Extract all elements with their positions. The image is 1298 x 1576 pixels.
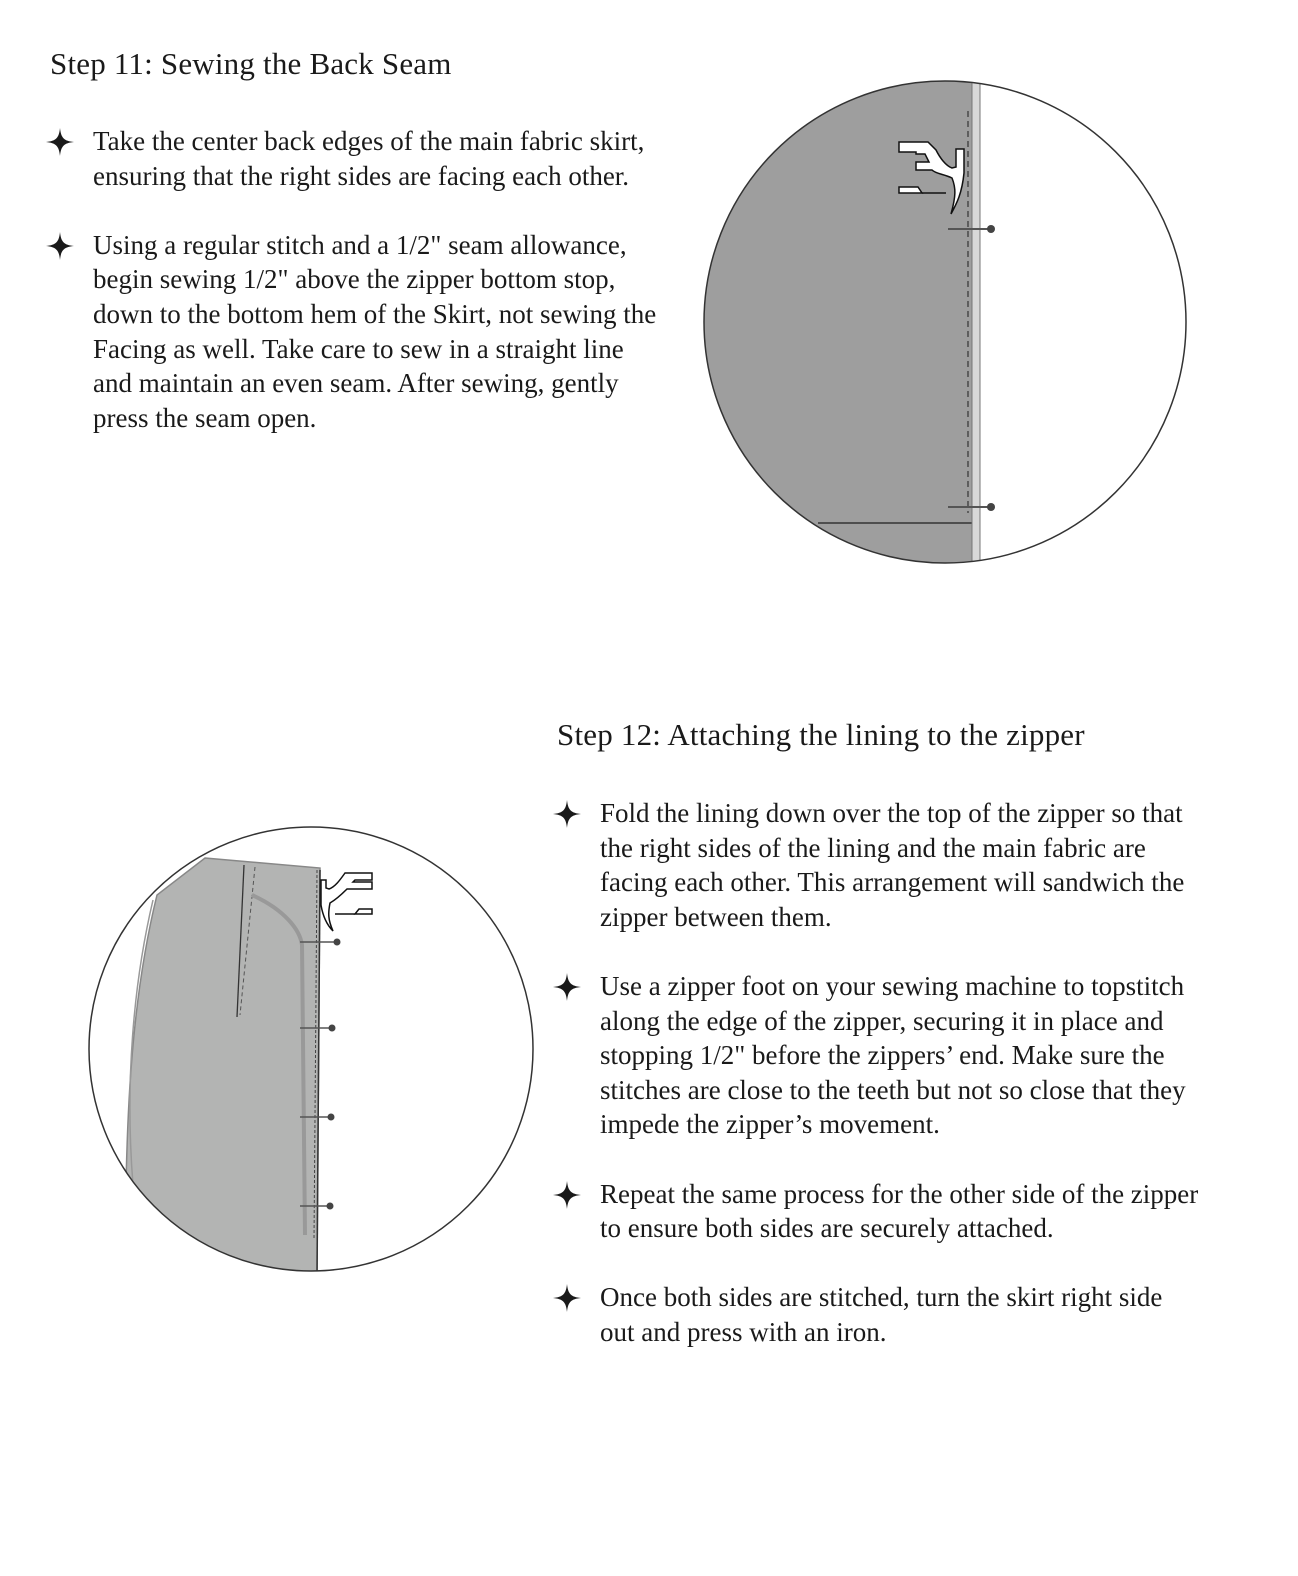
star-bullet-icon — [552, 972, 582, 1002]
list-item — [93, 124, 668, 193]
star-bullet-icon — [45, 231, 75, 261]
list-item — [93, 228, 668, 436]
list-item — [600, 1280, 1200, 1349]
star-bullet-icon — [552, 1180, 582, 1210]
bullet-text: Using a regular stitch and a 1/2" seam allowance, begin sewing 1/2" above the zipper bottom stop, down to the bottom hem of the Skirt, not sewing the Facing as well. Take care to sew in a straight line and maintain an even seam. After sewing, gently press the seam open. — [93, 229, 657, 433]
list-item — [600, 1177, 1200, 1246]
step-11-title: Step 11: Sewing the Back Seam — [50, 46, 452, 81]
star-bullet-icon — [45, 127, 75, 157]
back-seam-illustration — [700, 78, 1190, 568]
step-11-instructions — [93, 124, 668, 470]
bullet-text: Use a zipper foot on your sewing machine to topstitch along the edge of the zipper, securing it in place and stopping 1/2" before the zippers’ end. Make sure the stitches are close to the teeth but not so close that they impede the zipper’s movement. — [600, 970, 1186, 1140]
bullet-text: Fold the lining down over the top of the zipper so that the right sides of the lining and the main fabric are facing each other. This arrangement will sandwich the zipper between them. — [600, 798, 1185, 932]
step-12-title: Step 12: Attaching the lining to the zipper — [557, 717, 1085, 752]
star-bullet-icon — [552, 1283, 582, 1313]
lining-zipper-illustration — [85, 825, 535, 1275]
star-bullet-icon — [552, 799, 582, 829]
presser-foot-icon — [321, 873, 372, 931]
bullet-text: Once both sides are stitched, turn the skirt right side out and press with an iron. — [600, 1282, 1163, 1347]
list-item — [600, 969, 1200, 1142]
bullet-text: Repeat the same process for the other side of the zipper to ensure both sides are securely attached. — [600, 1178, 1199, 1244]
list-item — [600, 796, 1200, 934]
bullet-text: Take the center back edges of the main fabric skirt, ensuring that the right sides are facing each other. — [93, 126, 645, 191]
step-12-instructions — [600, 796, 1200, 1384]
